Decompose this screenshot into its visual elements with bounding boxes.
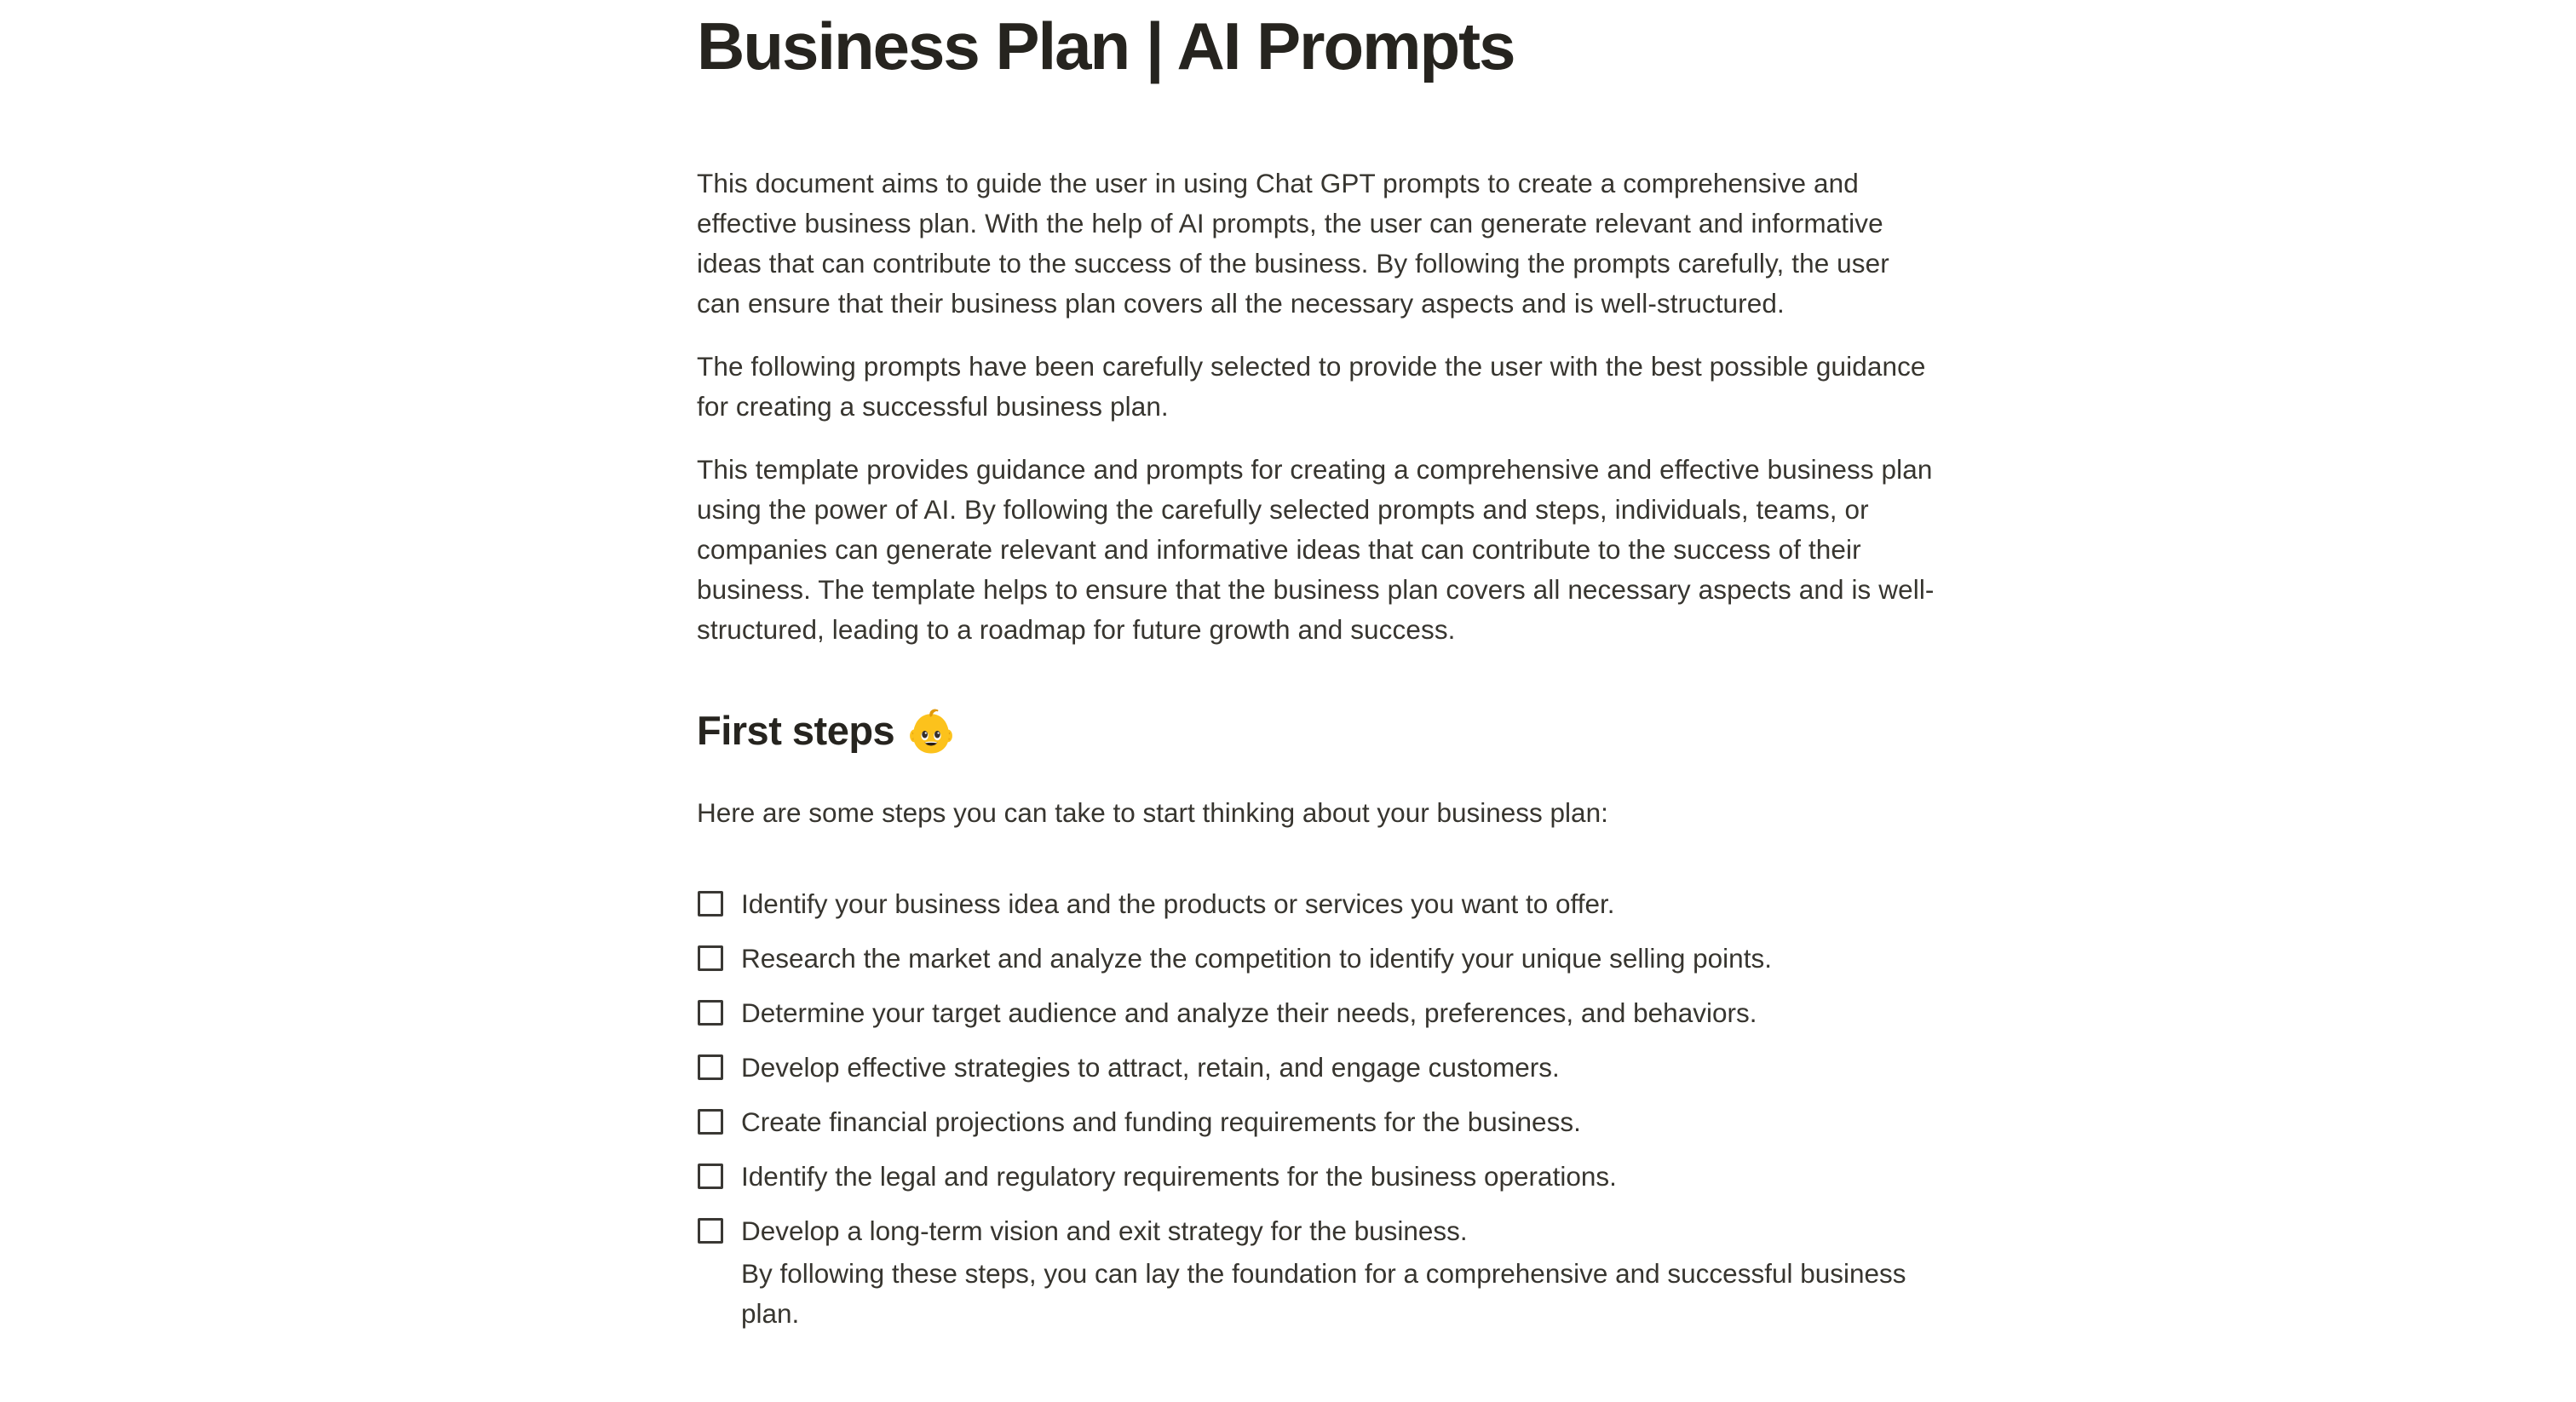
- section-heading-label: First steps: [697, 707, 895, 753]
- todo-text: [741, 1211, 1936, 1334]
- todo-label: Develop effective strategies to attract, retain, and engage customers.: [741, 1052, 1560, 1083]
- todo-item-6: [697, 1157, 1936, 1197]
- todo-label: Develop a long-term vision and exit strategy for the business.: [741, 1215, 1468, 1247]
- checkbox-unchecked-icon[interactable]: [698, 945, 723, 971]
- todo-text: [741, 993, 1936, 1033]
- todo-text: [741, 1157, 1936, 1197]
- checkbox-unchecked-icon[interactable]: [698, 1054, 723, 1080]
- todo-note: By following these steps, you can lay the foundation for a comprehensive and successful business plan.: [741, 1258, 1906, 1330]
- todo-text: [741, 884, 1936, 924]
- todo-item-4: [697, 1048, 1936, 1088]
- todo-text: [741, 939, 1936, 979]
- checkbox-unchecked-icon[interactable]: [698, 1109, 723, 1135]
- todo-item-5: [697, 1102, 1936, 1142]
- checkbox-unchecked-icon[interactable]: [698, 1218, 723, 1244]
- todo-item-7: [697, 1211, 1936, 1334]
- checkbox-unchecked-icon[interactable]: [698, 1000, 723, 1026]
- todo-label: Research the market and analyze the competition to identify your unique selling points.: [741, 943, 1772, 974]
- todo-text: [741, 1048, 1936, 1088]
- todo-label: Create financial projections and funding requirements for the business.: [741, 1106, 1581, 1138]
- checklist: [697, 884, 1936, 1334]
- section-heading: [697, 706, 1936, 756]
- todo-label: Identify the legal and regulatory requirements for the business operations.: [741, 1161, 1617, 1192]
- page-title: Business Plan | AI Prompts: [697, 9, 1515, 83]
- intro-paragraphs: [697, 164, 1936, 650]
- todo-item-1: [697, 884, 1936, 924]
- todo-label: Identify your business idea and the products or services you want to offer.: [741, 888, 1615, 920]
- todo-text: [741, 1102, 1936, 1142]
- intro-paragraph-1: This document aims to guide the user in using Chat GPT prompts to create a comprehensive and effective business plan. With the help of AI prompts, the user can generate relevant and informative ideas that can contribute to the success of the business. By following the prompts carefully, the user can ensure that their business plan covers all the necessary aspects and is well-structured.: [697, 167, 1889, 319]
- intro-paragraph-2: The following prompts have been carefully selected to provide the user with the best possible guidance for creating a successful business plan.: [697, 350, 1926, 422]
- checkbox-unchecked-icon[interactable]: [698, 1164, 723, 1189]
- document-page: [697, 0, 1936, 1334]
- checkbox-unchecked-icon[interactable]: [698, 891, 723, 916]
- intro-paragraph-3: This template provides guidance and prompts for creating a comprehensive and effective business plan using the power of AI. By following the carefully selected prompts and steps, individuals, teams, or companies can generate relevant and informative ideas that can contribute to the success of their business. The template helps to ensure that the business plan covers all necessary aspects and is well-structured, leading to a roadmap for future growth and success.: [697, 453, 1935, 645]
- todo-item-2: [697, 939, 1936, 979]
- todo-item-3: [697, 993, 1936, 1033]
- todo-label: Determine your target audience and analyze their needs, preferences, and behaviors.: [741, 997, 1757, 1029]
- section-lead: Here are some steps you can take to start thinking about your business plan:: [697, 797, 1608, 829]
- baby-emoji: [907, 709, 955, 756]
